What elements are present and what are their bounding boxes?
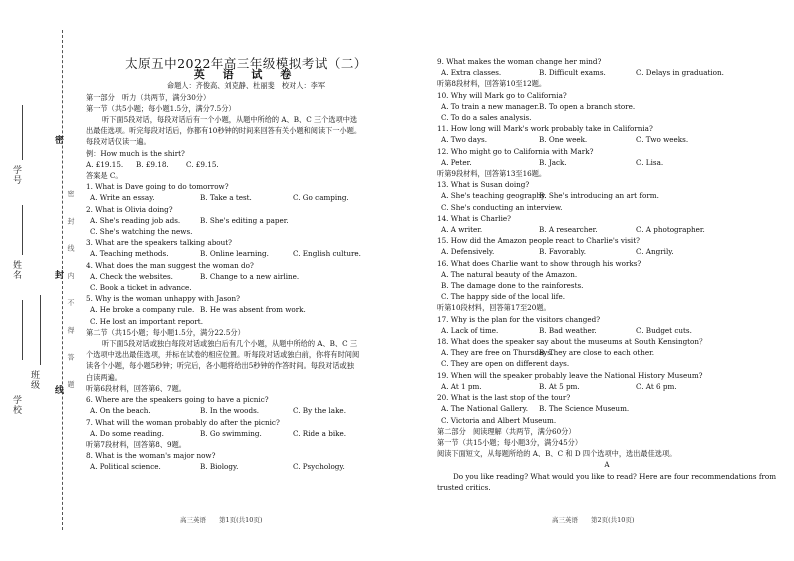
- option-row: [437, 67, 777, 78]
- option: C. At 6 pm.: [636, 381, 677, 391]
- option-row: [86, 405, 406, 416]
- option-row: [437, 246, 777, 257]
- option: B. Jack.: [539, 157, 567, 167]
- option-row: [437, 157, 777, 168]
- option: B. She's introducing an art form.: [539, 191, 659, 201]
- option: C. By the lake.: [293, 406, 346, 416]
- option: A. The natural beauty of the Amazon.: [441, 269, 578, 279]
- option: A. Teaching methods.: [90, 249, 169, 259]
- option-row: [86, 248, 406, 259]
- class-label: 班级: [29, 370, 39, 390]
- option-row: [437, 134, 777, 145]
- question-text: 14. What is Charlie?: [437, 213, 512, 223]
- listen-note: 听第7段材料，回答第8、9题。: [86, 439, 186, 449]
- listen-note: 听第9段材料，回答第13至16题。: [437, 169, 547, 179]
- option: C. Victoria and Albert Museum.: [441, 415, 557, 425]
- option-row: [437, 325, 777, 336]
- exam-authors: 命题人：齐俊高、刘克静、杜丽斐 校对人：李军: [166, 81, 326, 91]
- part1-heading: 第一部分 听力（共两节，满分30分）: [86, 92, 211, 102]
- question-text: 8. What is the woman's major now?: [86, 451, 216, 461]
- option-row: [86, 271, 406, 282]
- option: C. To do a sales analysis.: [441, 113, 532, 123]
- question-text: 19. When will the speaker probably leave the National History Museum?: [437, 370, 703, 380]
- option: A. Political science.: [90, 462, 161, 472]
- option: C. Go camping.: [293, 193, 349, 203]
- part2-instruction: 阅读下面短文，从每题所给的 A、B、C 和 D 四个选项中，选出最佳选项。: [437, 449, 677, 459]
- question-list: [86, 394, 406, 439]
- question-text: 4. What does the man suggest the woman do?: [86, 260, 254, 270]
- option: B. In the woods.: [200, 406, 260, 416]
- option: B. They are close to each other.: [539, 348, 655, 358]
- option: B. Online learning.: [200, 249, 269, 259]
- option: A. Lack of time.: [441, 325, 499, 335]
- listen-note: 听第8段材料，回答第10至12题。: [437, 79, 547, 89]
- option-row: [437, 381, 777, 392]
- option: C. Two weeks.: [636, 135, 689, 145]
- question-text: 18. What does the speaker say about the museums at South Kensington？: [437, 337, 707, 347]
- example-options: [86, 159, 406, 170]
- option: B. Biology.: [200, 462, 239, 472]
- question-text: 2. What is Olivia doing?: [86, 204, 173, 214]
- option: C. Delays in graduation.: [636, 68, 724, 78]
- option: C. She's watching the news.: [90, 227, 193, 237]
- question-text: 5. Why is the woman unhappy with Jason?: [86, 294, 240, 304]
- option: B. The damage done to the rainforests.: [441, 281, 584, 291]
- option: B. Bad weather.: [539, 325, 597, 335]
- part2-section: 第一节（共15小题；每小题3分，满分45分）: [437, 437, 583, 447]
- option: C. English culture.: [293, 249, 361, 259]
- school-line: [22, 300, 23, 360]
- option: B. Take a test.: [200, 193, 252, 203]
- question-list: [86, 450, 406, 472]
- option: C. The happy side of the local life.: [441, 292, 566, 302]
- option: A. Extra classes.: [441, 68, 502, 78]
- option: C. He lost an important report.: [90, 316, 203, 326]
- question-text: 20. What is the last stop of the tour?: [437, 393, 571, 403]
- option: C. She's conducting an interview.: [441, 202, 563, 212]
- seal-mark-bottom: 线: [53, 385, 63, 395]
- option: B. At 5 pm.: [539, 381, 580, 391]
- option-row: [86, 192, 406, 203]
- sec1-heading: 第一节（共5小题；每小题1.5分，满分7.5分）: [86, 103, 236, 113]
- option: A. They are free on Thursdays.: [441, 348, 554, 358]
- sec2-instruction-4: 白读两遍。: [86, 372, 122, 382]
- option: A. To train a new manager.: [441, 101, 540, 111]
- option: C. A photographer.: [636, 225, 705, 235]
- option: B. He was absent from work.: [200, 305, 306, 315]
- passage-text-2: trusted critics.: [437, 482, 491, 492]
- option: C. Psychology.: [293, 462, 345, 472]
- option: C. Book a ticket in advance.: [90, 283, 192, 293]
- option: B. To open a branch store.: [539, 101, 636, 111]
- option: A. Check the websites.: [90, 271, 173, 281]
- listen-note: 听第10段材料，回答第17至20题。: [437, 303, 551, 313]
- number-label: 学号: [11, 165, 21, 185]
- seal-line: [62, 30, 63, 530]
- option-row: [86, 428, 406, 439]
- option: A. At 1 pm.: [441, 381, 482, 391]
- seal-notice: 密 封 线 内 不 得 答 题: [67, 190, 75, 397]
- option: A. Two days.: [441, 135, 487, 145]
- question-text: 3. What are the speakers talking about?: [86, 238, 233, 248]
- question-text: 17. Why is the plan for the visitors changed?: [437, 314, 601, 324]
- option-row: [437, 190, 777, 201]
- option: A. Write an essay.: [90, 193, 155, 203]
- option: A. Peter.: [441, 157, 472, 167]
- question-text: 1. What is Dave going to do tomorrow?: [86, 182, 229, 192]
- question-text: 13. What is Susan doing?: [437, 180, 530, 190]
- option: B. £9.18.: [136, 159, 169, 169]
- option: A. He broke a company rule.: [90, 305, 195, 315]
- example-question: 例：How much is the shirt?: [86, 148, 185, 158]
- sec2-instruction: 听下面5段对话或独白每段对话或独白后有几个小题，从题中所给的 A、B、C 三: [102, 339, 358, 349]
- question-text: 12. Who might go to California with Mark?: [437, 146, 594, 156]
- option: B. Favorably.: [539, 247, 587, 257]
- option: A. Do some reading.: [90, 428, 164, 438]
- option: B. A researcher.: [539, 225, 598, 235]
- question-text: 16. What does Charlie want to show through his works?: [437, 258, 642, 268]
- option: C. Ride a bike.: [293, 428, 347, 438]
- sec2-instruction-2: 个选项中选出最佳选项，并标在试卷的相应位置。听每段对话或独白前，你将有时间阅: [86, 350, 360, 360]
- option: A. £19.15.: [86, 159, 124, 169]
- option: A. She's reading job ads.: [90, 215, 181, 225]
- option: A. A writer.: [441, 225, 483, 235]
- passage-label: A: [604, 460, 610, 470]
- question-text: 6. Where are the speakers going to have a picnic?: [86, 395, 269, 405]
- option: A. She's teaching geography.: [441, 191, 547, 201]
- seal-mark-top: 密: [53, 135, 63, 145]
- question-list: [86, 181, 406, 327]
- listen-note: 听第6段材料，回答第6、7题。: [86, 383, 186, 393]
- option: A. The National Gallery.: [441, 404, 529, 414]
- question-text: 15. How did the Amazon people react to Charlie's visit?: [437, 236, 640, 246]
- page-footer-left: 高三英语 第1页(共10页): [180, 516, 263, 524]
- passage-text: Do you like reading? What would you like to read? Here are four recommendations from: [453, 471, 777, 481]
- option: A. Defensively.: [441, 247, 495, 257]
- option-row: [86, 304, 406, 315]
- option: A. On the beach.: [90, 406, 151, 416]
- option: B. One week.: [539, 135, 588, 145]
- school-label: 学校: [11, 395, 21, 415]
- option-row: [86, 215, 406, 226]
- option: C. Lisa.: [636, 157, 664, 167]
- part2-heading: 第二部分 阅读理解（共两节，满分60分）: [437, 426, 576, 436]
- option: B. Difficult exams.: [539, 68, 606, 78]
- option: C. £9.15.: [186, 159, 219, 169]
- left-column: [86, 58, 406, 473]
- option: B. Change to a new airline.: [200, 271, 300, 281]
- seal-mark-mid: 封: [53, 270, 63, 280]
- option: C. They are open on different days.: [441, 359, 570, 369]
- question-text: 9. What makes the woman change her mind?: [437, 57, 602, 66]
- class-line: [40, 295, 41, 365]
- example-answer: 答案是 C。: [86, 171, 123, 181]
- option-row: [86, 461, 406, 472]
- number-line: [22, 105, 23, 160]
- exam-subject: 英 语 试 卷: [193, 68, 299, 82]
- question-list: [437, 56, 777, 426]
- question-text: 11. How long will Mark's work probably take in California?: [437, 124, 653, 134]
- option: C. Budget cuts.: [636, 325, 692, 335]
- option-row: [437, 403, 777, 414]
- question-text: 7. What will the woman probably do after the picnic?: [86, 417, 280, 427]
- sec1-instruction-2: 出最佳选项。听完每段对话后，你都有10秒钟的时间来回答有关小题和阅读下一小题。: [86, 126, 362, 136]
- exam-title: 太原五中2022年高三年级模拟考试（二）: [125, 56, 367, 71]
- right-column: [437, 56, 777, 493]
- option-row: [437, 347, 777, 358]
- sec2-instruction-3: 读各个小题，每小题5秒钟；听完后，各小题将给出5秒钟的作答时间。每段对话或独: [86, 361, 354, 371]
- sec1-instruction-3: 每段对话仅读一遍。: [86, 137, 151, 147]
- name-label: 姓名: [11, 260, 21, 280]
- option-row: [437, 101, 777, 112]
- option: B. The Science Museum.: [539, 404, 630, 414]
- sec1-instruction: 听下面5段对话，每段对话后有一个小题，从题中所给的 A、B、C 三个选项中选: [102, 115, 358, 125]
- name-line: [22, 205, 23, 255]
- option: B. Go swimming.: [200, 428, 262, 438]
- question-text: 10. Why will Mark go to California?: [437, 90, 567, 100]
- option-row: [437, 224, 777, 235]
- page-footer-right: 高三英语 第2页(共10页): [552, 516, 635, 524]
- binding-margin: [0, 0, 80, 561]
- sec2-heading: 第二节（共15小题；每小题1.5分，满分22.5分）: [86, 327, 245, 337]
- option: C. Angrily.: [636, 247, 674, 257]
- option: B. She's editing a paper.: [200, 215, 289, 225]
